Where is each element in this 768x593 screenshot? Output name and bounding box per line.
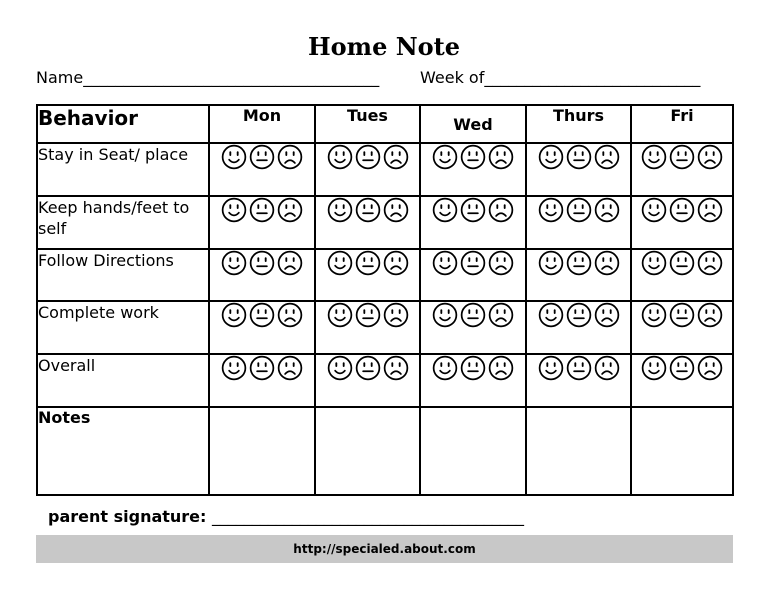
frown-icon <box>277 302 303 328</box>
notes-cell-wed[interactable] <box>420 407 526 495</box>
neutral-face-icon <box>355 355 381 381</box>
behavior-label: Follow Directions <box>37 249 209 301</box>
footer-url: http://specialed.about.com <box>293 542 476 556</box>
week-field[interactable] <box>420 68 700 87</box>
neutral-face-icon <box>566 250 592 276</box>
neutral-face-icon <box>566 355 592 381</box>
rating-faces[interactable] <box>327 355 409 381</box>
neutral-face-icon <box>249 197 275 223</box>
smiley-icon <box>221 250 247 276</box>
smiley-icon <box>641 355 667 381</box>
frown-icon <box>594 250 620 276</box>
neutral-face-icon <box>249 355 275 381</box>
behavior-row <box>37 354 733 407</box>
smiley-icon <box>641 144 667 170</box>
name-field[interactable] <box>36 68 379 87</box>
frown-icon <box>277 144 303 170</box>
rating-faces[interactable] <box>538 197 620 223</box>
day-header-tues: Tues <box>315 105 420 143</box>
notes-row <box>37 407 733 495</box>
frown-icon <box>594 302 620 328</box>
smiley-icon <box>538 197 564 223</box>
rating-faces[interactable] <box>641 302 723 328</box>
behavior-row <box>37 249 733 301</box>
rating-faces[interactable] <box>538 250 620 276</box>
neutral-face-icon <box>460 250 486 276</box>
neutral-face-icon <box>669 197 695 223</box>
behavior-header: Behavior <box>37 105 209 143</box>
rating-cell-tues[interactable] <box>315 143 420 196</box>
rating-cell-fri[interactable] <box>631 301 733 354</box>
rating-cell-wed[interactable] <box>420 301 526 354</box>
frown-icon <box>697 250 723 276</box>
rating-faces[interactable] <box>432 144 514 170</box>
frown-icon <box>383 197 409 223</box>
rating-cell-thurs[interactable] <box>526 143 631 196</box>
rating-faces[interactable] <box>538 302 620 328</box>
neutral-face-icon <box>566 144 592 170</box>
name-blank-line: _____________________________________ <box>83 68 380 87</box>
frown-icon <box>697 197 723 223</box>
smiley-icon <box>221 144 247 170</box>
smiley-icon <box>327 197 353 223</box>
frown-icon <box>488 302 514 328</box>
smiley-icon <box>432 355 458 381</box>
rating-cell-wed[interactable] <box>420 143 526 196</box>
rating-cell-thurs[interactable] <box>526 249 631 301</box>
frown-icon <box>697 302 723 328</box>
neutral-face-icon <box>669 355 695 381</box>
smiley-icon <box>432 250 458 276</box>
header-row <box>37 105 733 143</box>
behavior-table <box>36 104 734 496</box>
smiley-icon <box>432 302 458 328</box>
smiley-icon <box>432 197 458 223</box>
notes-label: Notes <box>37 407 209 495</box>
frown-icon <box>383 250 409 276</box>
frown-icon <box>488 250 514 276</box>
notes-cell-thurs[interactable] <box>526 407 631 495</box>
smiley-icon <box>327 250 353 276</box>
rating-cell-tues[interactable] <box>315 301 420 354</box>
smiley-icon <box>538 355 564 381</box>
rating-cell-tues[interactable] <box>315 196 420 249</box>
rating-cell-tues[interactable] <box>315 249 420 301</box>
rating-cell-mon[interactable] <box>209 354 315 407</box>
day-header-wed: Wed <box>420 105 526 143</box>
neutral-face-icon <box>355 144 381 170</box>
rating-cell-fri[interactable] <box>631 354 733 407</box>
frown-icon <box>383 355 409 381</box>
frown-icon <box>594 197 620 223</box>
neutral-face-icon <box>355 250 381 276</box>
rating-faces[interactable] <box>538 144 620 170</box>
rating-faces[interactable] <box>432 355 514 381</box>
rating-cell-wed[interactable] <box>420 249 526 301</box>
notes-cell-mon[interactable] <box>209 407 315 495</box>
frown-icon <box>594 144 620 170</box>
signature-label: parent signature: <box>48 507 207 526</box>
smiley-icon <box>641 250 667 276</box>
neutral-face-icon <box>460 144 486 170</box>
neutral-face-icon <box>355 197 381 223</box>
frown-icon <box>488 197 514 223</box>
rating-faces[interactable] <box>641 250 723 276</box>
frown-icon <box>277 197 303 223</box>
smiley-icon <box>221 302 247 328</box>
rating-cell-fri[interactable] <box>631 249 733 301</box>
neutral-face-icon <box>249 302 275 328</box>
smiley-icon <box>221 197 247 223</box>
neutral-face-icon <box>249 144 275 170</box>
rating-faces[interactable] <box>327 197 409 223</box>
rating-cell-mon[interactable] <box>209 301 315 354</box>
name-label: Name <box>36 68 84 87</box>
smiley-icon <box>538 302 564 328</box>
frown-icon <box>277 250 303 276</box>
day-header-mon: Mon <box>209 105 315 143</box>
rating-cell-mon[interactable] <box>209 249 315 301</box>
rating-cell-wed[interactable] <box>420 354 526 407</box>
rating-faces[interactable] <box>221 144 303 170</box>
rating-faces[interactable] <box>641 197 723 223</box>
rating-cell-fri[interactable] <box>631 196 733 249</box>
behavior-label: Complete work <box>37 301 209 354</box>
rating-cell-mon[interactable] <box>209 196 315 249</box>
rating-faces[interactable] <box>432 250 514 276</box>
rating-cell-thurs[interactable] <box>526 196 631 249</box>
rating-faces[interactable] <box>221 250 303 276</box>
neutral-face-icon <box>669 144 695 170</box>
rating-faces[interactable] <box>432 302 514 328</box>
rating-faces[interactable] <box>641 355 723 381</box>
parent-signature-field[interactable] <box>48 507 524 526</box>
neutral-face-icon <box>355 302 381 328</box>
frown-icon <box>594 355 620 381</box>
day-header-fri: Fri <box>631 105 733 143</box>
rating-faces[interactable] <box>221 302 303 328</box>
rating-faces[interactable] <box>221 355 303 381</box>
rating-cell-thurs[interactable] <box>526 354 631 407</box>
smiley-icon <box>327 144 353 170</box>
rating-faces[interactable] <box>432 197 514 223</box>
page-title: Home Note <box>307 32 460 61</box>
smiley-icon <box>538 144 564 170</box>
frown-icon <box>697 355 723 381</box>
week-blank-line: ___________________________ <box>484 68 701 87</box>
frown-icon <box>697 144 723 170</box>
frown-icon <box>488 355 514 381</box>
rating-faces[interactable] <box>538 355 620 381</box>
neutral-face-icon <box>249 250 275 276</box>
behavior-row <box>37 143 733 196</box>
frown-icon <box>277 355 303 381</box>
rating-cell-mon[interactable] <box>209 143 315 196</box>
frown-icon <box>488 144 514 170</box>
rating-faces[interactable] <box>327 144 409 170</box>
rating-faces[interactable] <box>641 144 723 170</box>
behavior-label: Stay in Seat/ place <box>37 143 209 196</box>
smiley-icon <box>641 302 667 328</box>
neutral-face-icon <box>460 197 486 223</box>
behavior-row <box>37 301 733 354</box>
rating-faces[interactable] <box>327 250 409 276</box>
notes-cell-tues[interactable] <box>315 407 420 495</box>
smiley-icon <box>327 355 353 381</box>
neutral-face-icon <box>460 355 486 381</box>
behavior-label: Overall <box>37 354 209 407</box>
signature-blank-line: _______________________________________ <box>212 507 525 526</box>
rating-faces[interactable] <box>327 302 409 328</box>
behavior-row <box>37 196 733 249</box>
footer-url-bar <box>36 535 733 563</box>
rating-cell-wed[interactable] <box>420 196 526 249</box>
neutral-face-icon <box>669 250 695 276</box>
week-label: Week of <box>420 68 485 87</box>
frown-icon <box>383 144 409 170</box>
neutral-face-icon <box>566 302 592 328</box>
notes-cell-fri[interactable] <box>631 407 733 495</box>
rating-cell-thurs[interactable] <box>526 301 631 354</box>
smiley-icon <box>221 355 247 381</box>
neutral-face-icon <box>460 302 486 328</box>
rating-faces[interactable] <box>221 197 303 223</box>
day-header-thurs: Thurs <box>526 105 631 143</box>
rating-cell-fri[interactable] <box>631 143 733 196</box>
smiley-icon <box>641 197 667 223</box>
smiley-icon <box>327 302 353 328</box>
rating-cell-tues[interactable] <box>315 354 420 407</box>
smiley-icon <box>538 250 564 276</box>
neutral-face-icon <box>566 197 592 223</box>
frown-icon <box>383 302 409 328</box>
behavior-label: Keep hands/feet to self <box>37 196 209 249</box>
smiley-icon <box>432 144 458 170</box>
neutral-face-icon <box>669 302 695 328</box>
